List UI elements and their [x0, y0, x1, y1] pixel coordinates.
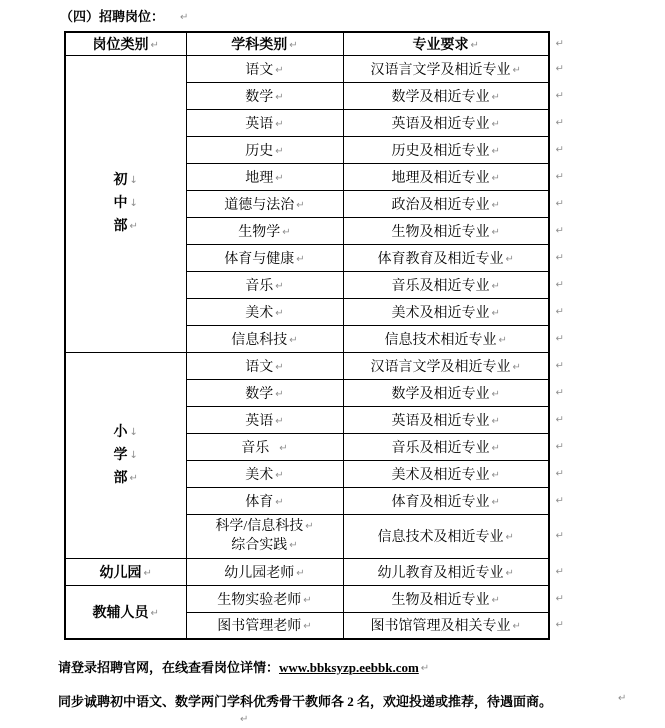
subject-cell: 生物实验老师 ↵: [186, 585, 343, 612]
paragraph-mark: ↵: [505, 567, 514, 579]
paragraph-mark: ↵: [491, 199, 500, 211]
requirement-cell: 体育及相近专业 ↵ ↵: [343, 487, 549, 514]
requirement-cell: 美术及相近专业 ↵ ↵: [343, 460, 549, 487]
row-end-mark: ↵: [555, 441, 564, 452]
paragraph-mark: ↵: [303, 594, 312, 606]
subject-cell: 音乐 ↵: [186, 433, 343, 460]
subject-cell: 生物学 ↵: [186, 217, 343, 244]
row-end-mark: ↵: [555, 144, 564, 155]
requirement-cell: 生物及相近专业 ↵ ↵: [343, 585, 549, 612]
paragraph-mark: ↵: [305, 521, 314, 532]
row-end-mark: ↵: [555, 117, 564, 128]
row-end-mark: ↵: [555, 279, 564, 290]
subject-cell: 英语 ↵: [186, 406, 343, 433]
paragraph-mark: ↵: [420, 663, 430, 674]
category-label: 幼儿园: [99, 565, 142, 581]
paragraph-mark: ↵: [275, 64, 284, 76]
paragraph-mark: ↵: [512, 361, 521, 373]
requirement-cell: 生物及相近专业 ↵ ↵: [343, 217, 549, 244]
requirement-cell: 信息技术相近专业 ↵ ↵: [343, 325, 549, 352]
requirement-cell: 历史及相近专业 ↵ ↵: [343, 136, 549, 163]
paragraph-mark: ↵: [275, 118, 284, 130]
row-end-mark: ↵: [555, 530, 564, 542]
requirement-cell: 数学及相近专业 ↵ ↵: [343, 379, 549, 406]
row-end-mark: ↵: [555, 198, 564, 209]
paragraph-mark: ↵: [296, 567, 305, 579]
category-cell-junior-high: [65, 55, 186, 352]
row-end-mark: ↵: [555, 171, 564, 182]
row-end-mark: ↵: [555, 566, 564, 577]
subject-cell: 地理 ↵: [186, 163, 343, 190]
requirement-cell: 图书馆管理及相关专业 ↵ ↵: [343, 612, 549, 639]
paragraph-mark: ↵: [275, 415, 284, 427]
subject-cell: 历史 ↵: [186, 136, 343, 163]
row-end-mark: ↵: [555, 619, 564, 631]
paragraph-mark: ↵: [143, 567, 152, 579]
paragraph-mark: ↵: [289, 540, 298, 551]
requirement-cell: 幼儿教育及相近专业 ↵ ↵: [343, 558, 549, 585]
paragraph-mark: ↵: [150, 39, 159, 51]
paragraph-mark: ↵: [505, 532, 514, 543]
category-label: 学: [113, 447, 128, 463]
requirement-cell: 体育教育及相近专业 ↵ ↵: [343, 244, 549, 271]
paragraph-mark: ↵: [180, 12, 189, 23]
subject-cell: 道德与法治 ↵: [186, 190, 343, 217]
paragraph-mark: ↵: [491, 415, 500, 427]
linebreak-mark: ↓: [129, 426, 138, 438]
row-end-mark: ↵: [555, 306, 564, 317]
category-label: 部: [113, 219, 128, 234]
linebreak-mark: ↓: [129, 449, 138, 461]
paragraph-mark: ↵: [491, 496, 500, 508]
section-title: [60, 6, 188, 25]
paragraph-mark: ↵: [491, 388, 500, 400]
subject-cell: 音乐 ↵: [186, 271, 343, 298]
requirement-cell: 地理及相近专业 ↵ ↵: [343, 163, 549, 190]
footer-instruction-text: 请登录招聘官网，在线查看岗位详情：: [58, 660, 280, 675]
paragraph-mark: ↵: [275, 145, 284, 157]
paragraph-mark: ↵: [275, 469, 284, 481]
row-end-mark: ↵: [555, 38, 564, 50]
category-label: 小: [113, 424, 128, 440]
paragraph-mark: ↵: [491, 280, 500, 292]
header-label: 专业要求: [412, 37, 469, 53]
requirement-cell: 数学及相近专业 ↵ ↵: [343, 82, 549, 109]
requirement-cell: 音乐及相近专业 ↵ ↵: [343, 271, 549, 298]
subject-cell: 信息科技 ↵: [186, 325, 343, 352]
paragraph-mark: ↵: [512, 621, 521, 633]
paragraph-mark: ↵: [491, 118, 500, 130]
paragraph-mark: ↵: [491, 469, 500, 481]
header-major-requirement: [343, 32, 564, 55]
table-row: [65, 55, 549, 82]
row-end-mark: ↵: [555, 414, 564, 425]
subject-cell: 美术 ↵: [186, 460, 343, 487]
paragraph-mark: ↵: [491, 307, 500, 319]
paragraph-mark: ↵: [470, 39, 479, 51]
paragraph-mark: ↵: [491, 442, 500, 454]
category-label: 中: [113, 196, 128, 211]
paragraph-mark: ↵: [275, 280, 284, 292]
subject-cell: 图书管理老师 ↵: [186, 612, 343, 639]
row-end-mark: ↵: [555, 495, 564, 506]
requirement-cell: 音乐及相近专业 ↵ ↵: [343, 433, 549, 460]
paragraph-mark: ↵: [491, 226, 500, 238]
paragraph-mark: ↵: [240, 714, 249, 725]
footer-note-text: 同步诚聘初中语文、数学两门学科优秀骨干教师各 2 名，欢迎投递或推荐，待遇面商。: [58, 694, 553, 709]
footer-recruitment-note-line: [58, 691, 552, 710]
row-end-mark: ↵: [555, 593, 564, 604]
subject-cell: 科学/信息科技 ↵ 综合实践 ↵: [186, 514, 343, 558]
table-row: [65, 585, 549, 612]
paragraph-mark: ↵: [618, 693, 627, 704]
requirement-cell: 政治及相近专业 ↵ ↵: [343, 190, 549, 217]
table-header-row: [65, 32, 549, 55]
requirement-cell: 美术及相近专业 ↵ ↵: [343, 298, 549, 325]
paragraph-mark: ↵: [275, 91, 284, 103]
paragraph-mark: ↵: [491, 172, 500, 184]
category-cell-primary-school: [65, 352, 186, 558]
row-end-mark: ↵: [555, 468, 564, 479]
category-label: 教辅人员: [92, 605, 149, 621]
paragraph-mark: ↵: [289, 39, 298, 51]
footer-website-line: [58, 657, 429, 676]
paragraph-mark: ↵: [289, 334, 298, 346]
row-end-mark: ↵: [555, 90, 564, 101]
requirement-cell: 汉语言文学及相近专业 ↵ ↵: [343, 352, 549, 379]
paragraph-mark: ↵: [505, 253, 514, 265]
recruitment-positions-table: [64, 31, 564, 640]
header-label: 岗位类别: [92, 37, 149, 53]
table-row: [65, 558, 549, 585]
header-subject-category: [186, 32, 343, 55]
requirement-cell: 信息技术及相近专业 ↵ ↵: [343, 514, 549, 558]
requirement-cell: 英语及相近专业 ↵ ↵: [343, 109, 549, 136]
paragraph-mark: ↵: [296, 253, 305, 265]
paragraph-mark: ↵: [279, 442, 288, 454]
subject-cell: 英语 ↵: [186, 109, 343, 136]
subject-cell: 体育 ↵: [186, 487, 343, 514]
subject-cell: 语文 ↵: [186, 55, 343, 82]
paragraph-mark: ↵: [512, 64, 521, 76]
paragraph-mark: ↵: [129, 472, 138, 484]
subject-cell: 语文 ↵: [186, 352, 343, 379]
row-end-mark: ↵: [555, 387, 564, 398]
paragraph-mark: ↵: [491, 145, 500, 157]
category-label: 初: [113, 173, 128, 188]
row-end-mark: ↵: [555, 333, 564, 344]
row-end-mark: ↵: [555, 252, 564, 263]
paragraph-mark: ↵: [498, 334, 507, 346]
paragraph-mark: ↵: [303, 621, 312, 633]
paragraph-mark: ↵: [275, 388, 284, 400]
subject-cell: 幼儿园老师 ↵: [186, 558, 343, 585]
row-end-mark: ↵: [555, 360, 564, 371]
subject-cell: 美术 ↵: [186, 298, 343, 325]
section-title-text: （四）招聘岗位：: [60, 9, 165, 24]
linebreak-mark: ↓: [129, 198, 138, 209]
recruitment-url-link[interactable]: www.bbksyzp.eebbk.com: [279, 660, 419, 675]
header-position-category: [65, 32, 186, 55]
table-row: [65, 352, 549, 379]
paragraph-mark: ↵: [150, 607, 159, 619]
category-label: 部: [113, 470, 128, 486]
subject-cell: 数学 ↵: [186, 82, 343, 109]
subject-cell: 数学 ↵: [186, 379, 343, 406]
linebreak-mark: ↓: [129, 175, 138, 186]
row-end-mark: ↵: [555, 225, 564, 236]
requirement-cell: 汉语言文学及相近专业 ↵ ↵: [343, 55, 549, 82]
category-cell-kindergarten: [65, 558, 186, 585]
paragraph-mark: ↵: [129, 221, 138, 232]
paragraph-mark: ↵: [491, 91, 500, 103]
header-label: 学科类别: [231, 37, 288, 53]
paragraph-mark: ↵: [282, 226, 291, 238]
subject-cell: 体育与健康 ↵: [186, 244, 343, 271]
category-cell-support-staff: [65, 585, 186, 639]
paragraph-mark: ↵: [296, 199, 305, 211]
paragraph-mark: ↵: [275, 361, 284, 373]
requirement-cell: 英语及相近专业 ↵ ↵: [343, 406, 549, 433]
row-end-mark: ↵: [555, 63, 564, 74]
paragraph-mark: ↵: [275, 307, 284, 319]
paragraph-mark: ↵: [275, 496, 284, 508]
paragraph-mark: ↵: [491, 594, 500, 606]
paragraph-mark: ↵: [275, 172, 284, 184]
